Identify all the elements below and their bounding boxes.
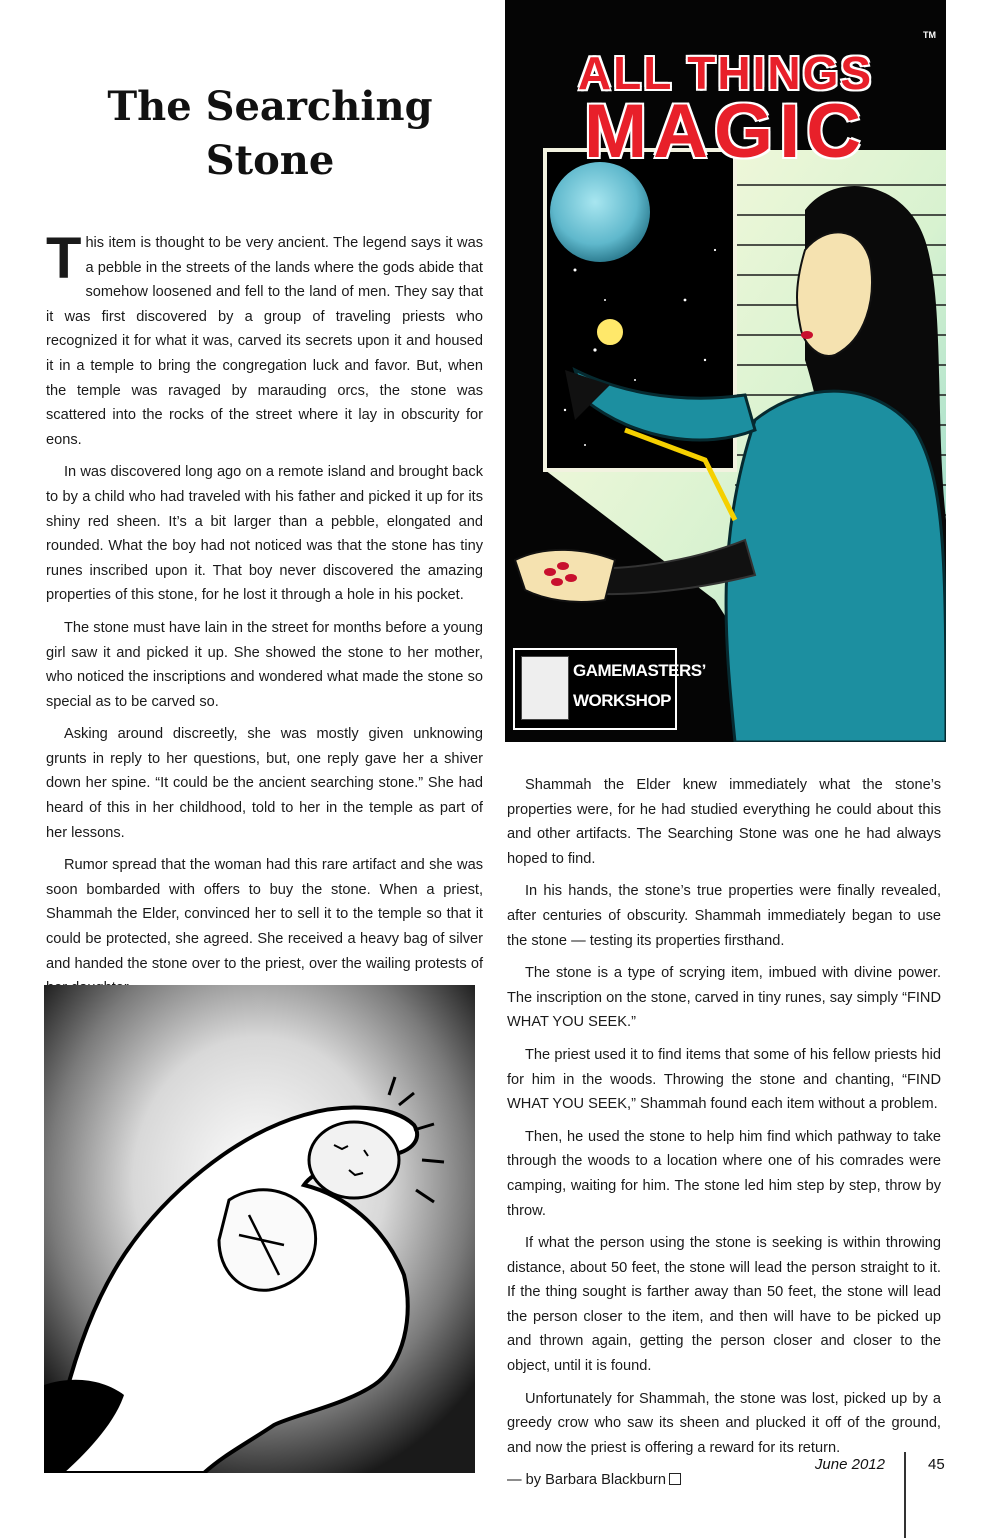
paragraph-9: The priest used it to find items that some of his fellow priests hid for him in the woods. Throwing the stone and chanting, “FIND WHAT YOU SEEK,” Shammah found each item without a problem. bbox=[507, 1046, 941, 1113]
issue-date: June 2012 bbox=[814, 1456, 885, 1473]
drop-cap: T bbox=[46, 226, 82, 291]
end-mark-icon bbox=[669, 1473, 681, 1485]
paragraph-7: In his hands, the stone’s true properties were finally revealed, after centuries of obscurity. Shammah immediately began to use the stone — testing its properties firsthand. bbox=[507, 883, 941, 949]
paragraph-2: In was discovered long ago on a remote island and brought back to by a child who had traveled with his father and picked it up for its shiny red sheen. It’s a bit larger than a pebble, elongated and rounded. What the boy had not noticed was that the stone has tiny runes inscribed upon it. That boy never discovered the amazing properties of this stone, for he lost it through a hole in his pocket. bbox=[46, 464, 483, 604]
hand-holding-stone-illustration bbox=[44, 985, 475, 1473]
title-line-1: The Searching bbox=[107, 83, 433, 130]
gamemasters-workshop-logo bbox=[513, 648, 706, 730]
paragraph-1-text: his item is thought to be very ancient. The legend says it was a pebble in the streets of the lands where the gods abide that somehow loosened and fell to the land of men. They say that it was first discovered by a group of traveling priests who recognized it for what it was, carved its secrets upon it and housed it in a temple to bring the congregation luck and favor. But, when the temple was ravaged by marauding orcs, the stone was scattered into the rocks of the street where it lay in obscurity for eons. bbox=[46, 235, 483, 448]
right-text-column bbox=[507, 773, 941, 1501]
paragraph-4: Asking around discreetly, she was mostly given unknowing grunts in reply to her questions, but, one reply gave her a shiver down her spine. “It could be the ancient searching stone.” She had heard of this in her childhood, told to her in the temple as part of her lessons. bbox=[46, 726, 483, 841]
paragraph-5: Rumor spread that the woman had this rare artifact and she was soon bombarded with offers to buy the stone. When a priest, Shammah the Elder, convinced her to sell it to the temple so that it could be protected, she agreed. She received a heavy bag of silver and handed the stone over to the priest, over the wailing protests of bbox=[46, 857, 483, 972]
cover-title-line-1: ALL THINGS bbox=[577, 47, 874, 99]
woman-dress bbox=[726, 391, 946, 742]
logo-text bbox=[573, 656, 706, 716]
hand-artwork bbox=[44, 985, 475, 1473]
paragraph-12: Unfortunately for Shammah, the stone was lost, picked up by a greedy crow who saw its sheen and plucked it off of the ground, and now the priest is offering a reward for its return. bbox=[507, 1390, 941, 1456]
trademark-mark: TM bbox=[923, 30, 936, 40]
woman-lips bbox=[801, 331, 813, 339]
logo-line-1: GAMEMASTERS’ bbox=[573, 661, 706, 680]
left-text-column bbox=[46, 226, 483, 1009]
cover-illustration bbox=[505, 0, 946, 742]
cover-title-line-2: MAGIC bbox=[583, 89, 868, 174]
paragraph-8: The stone is a type of scrying item, imbued with divine power. The inscription on the stone, carved in tiny runes, say simply “FIND WHAT YOU SEEK.” bbox=[507, 965, 941, 1031]
searching-stone bbox=[309, 1122, 399, 1198]
paragraph-11: If what the person using the stone is seeking is within throwing distance, about 50 feet, the stone will lead the person straight to it. If the thing sought is farther away than 50 feet, the stone will lead the person closer to the item, and then will have to be picked up and thrown again, getting the person closer and closer to the object, until it is found. bbox=[507, 1235, 941, 1375]
page-number: 45 bbox=[928, 1456, 945, 1473]
paragraph-3: The stone must have lain in the street for months before a young girl saw it and picked it up. She showed the stone to her mother, who noticed the inscriptions and wondered what made the stone so special as to be carved so. bbox=[46, 619, 483, 710]
article-title bbox=[60, 80, 480, 188]
footer-divider bbox=[904, 1452, 906, 1538]
moon bbox=[550, 162, 650, 262]
logo-portrait-icon bbox=[521, 656, 569, 720]
paragraph-10: Then, he used the stone to help him find which pathway to take through the woods to a location where one of his comrades were camping, waiting for him. The stone led him step by step, throw by throw. bbox=[507, 1128, 941, 1219]
glowing-stone bbox=[596, 318, 624, 346]
byline-text: — by Barbara Blackburn bbox=[507, 1472, 666, 1489]
title-line-2: Stone bbox=[205, 137, 335, 184]
paragraph-1 bbox=[46, 226, 483, 452]
logo-line-2: WORKSHOP bbox=[573, 691, 671, 710]
paragraph-6: Shammah the Elder knew immediately what the stone’s properties were, for he had studied everything he could about this and other artifacts. The Searching Stone was one he had always hoped to find. bbox=[507, 777, 941, 867]
